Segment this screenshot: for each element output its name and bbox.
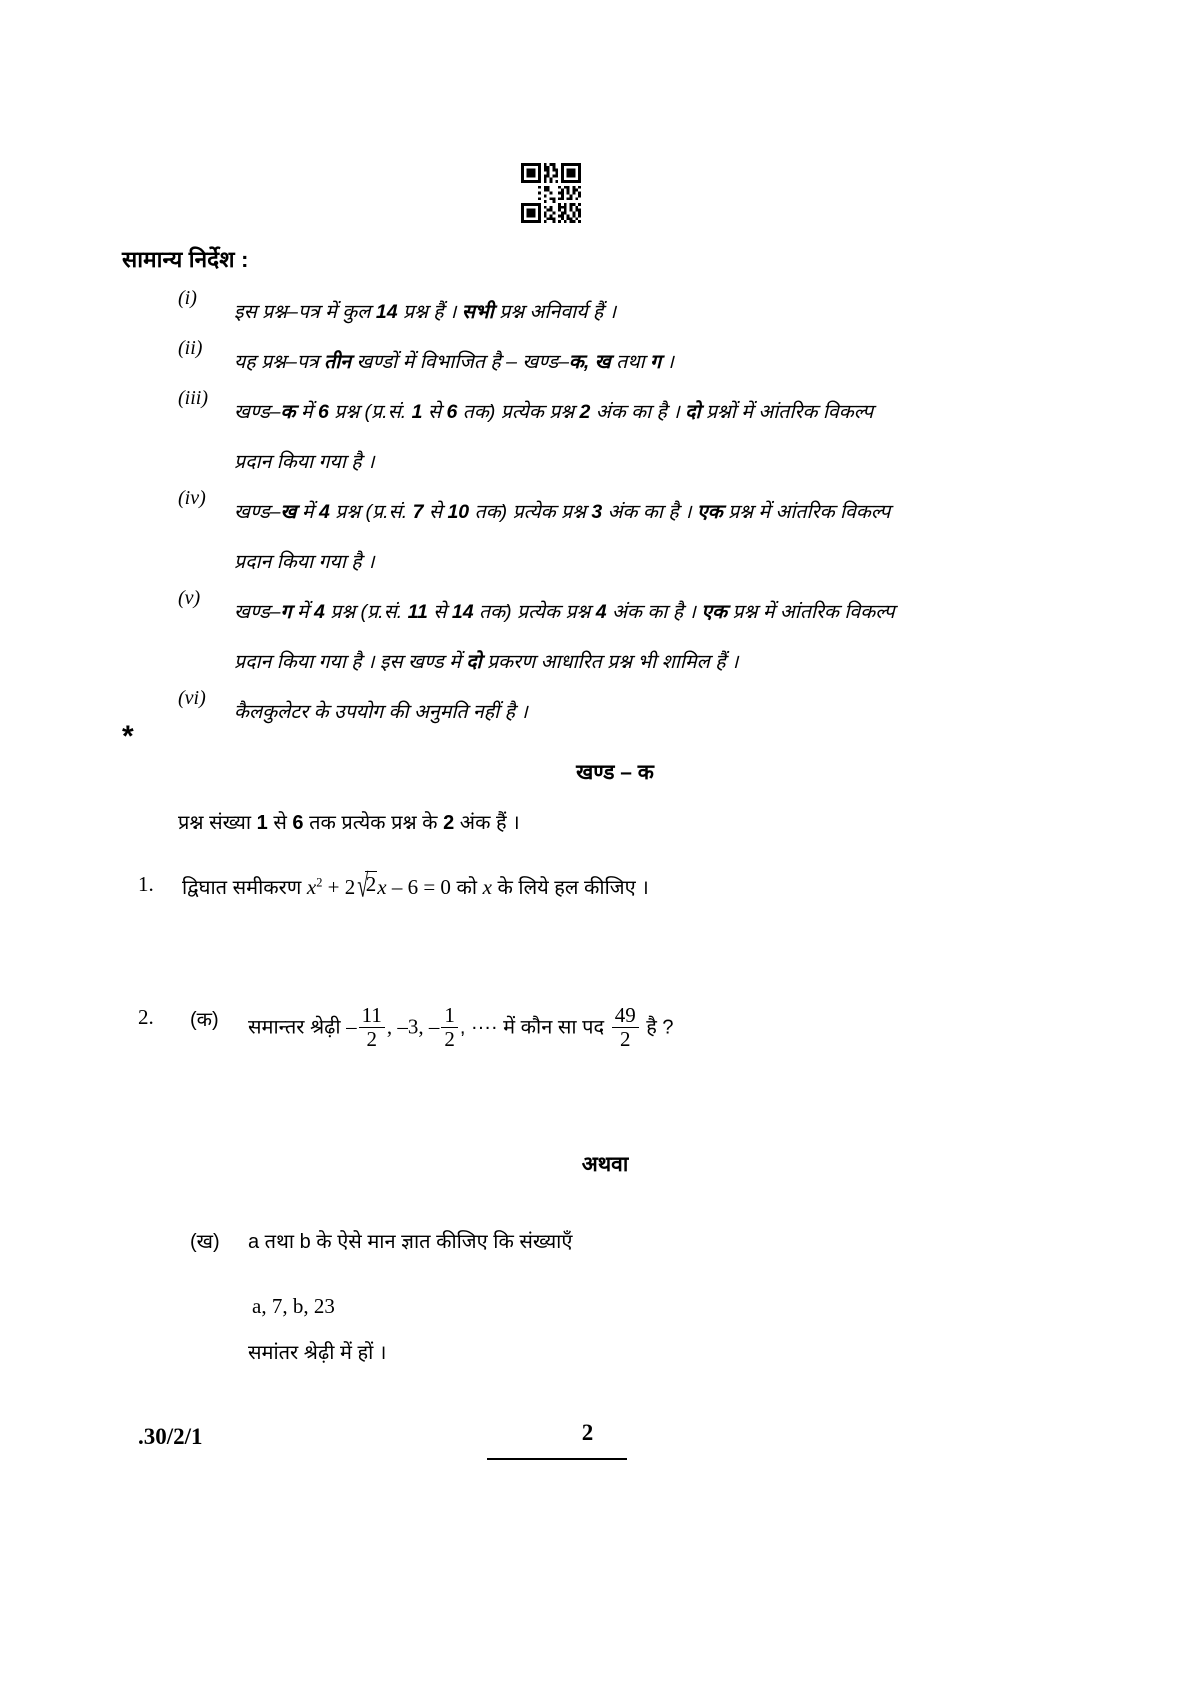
instruction-text: खण्ड–ग में 4 प्रश्न (प्र.सं. 11 से 14 तक) प्रत्येक प्रश्न 4 अंक का है । एक प्रश्न में आंतरिक विकल्प	[234, 601, 895, 623]
q1-mid: को	[450, 877, 483, 899]
instruction-text-cont: प्रदान किया गया है ।	[234, 451, 375, 473]
list-item	[178, 387, 1068, 487]
fraction-denominator: 2	[441, 1027, 458, 1051]
question-2a-label: (क)	[190, 1009, 219, 1031]
fraction-denominator: 2	[359, 1027, 385, 1051]
instruction-label: (iii)	[178, 387, 208, 409]
instruction-label: (v)	[178, 587, 201, 609]
question-2b-line-3: समांतर श्रेढ़ी में हों ।	[248, 1342, 387, 1364]
instruction-list	[178, 287, 1068, 737]
fraction-numerator: 11	[361, 1003, 382, 1027]
q2a-sep-2: , ···· में कौन सा पद	[459, 1016, 610, 1039]
list-item	[178, 287, 1068, 337]
instruction-label: (iv)	[178, 487, 206, 509]
question-2-number: 2.	[138, 1005, 154, 1029]
instruction-text-cont: प्रदान किया गया है ।	[234, 551, 375, 573]
note-mid: से	[267, 812, 293, 834]
q2a-suffix: है ?	[640, 1016, 674, 1039]
list-item	[178, 337, 1068, 387]
fraction-49-over-2	[612, 1004, 639, 1050]
instruction-text-cont: प्रदान किया गया है । इस खण्ड में दो प्रकरण आधारित प्रश्न भी शामिल हैं ।	[234, 651, 739, 673]
alternative-separator: अथवा	[581, 1153, 629, 1176]
qr-code	[521, 163, 581, 223]
q2a-sep-1: , –3,	[386, 1014, 429, 1039]
note-suffix: अंक हैं ।	[454, 812, 520, 834]
q2a-prefix: समान्तर श्रेढ़ी	[248, 1016, 347, 1039]
instruction-label: (vi)	[178, 687, 206, 709]
list-item	[178, 587, 1068, 687]
note-from: 1	[256, 812, 268, 834]
square-root-icon: √2	[357, 867, 377, 905]
instruction-text: कैलकुलेटर के उपयोग की अनुमति नहीं है ।	[234, 701, 528, 723]
instruction-text: यह प्रश्न–पत्र तीन खण्डों में विभाजित है – खण्ड–क, ख तथा ग ।	[234, 351, 674, 373]
fraction-numerator: 1	[444, 1003, 455, 1027]
instruction-text: खण्ड–क में 6 प्रश्न (प्र.सं. 1 से 6 तक) प्रत्येक प्रश्न 2 अंक का है । दो प्रश्नों में आंतरिक विकल्प	[234, 401, 874, 423]
q1-exponent: 2	[316, 875, 323, 890]
footnote-asterisk: *	[122, 720, 134, 753]
section-marks-note	[178, 808, 520, 835]
instruction-label: (i)	[178, 287, 197, 309]
list-item	[178, 687, 1068, 737]
section-title: खण्ड – क	[576, 761, 654, 784]
note-prefix: प्रश्न संख्या	[178, 812, 257, 834]
q2a-minus-1: –	[346, 1014, 357, 1039]
fraction-numerator: 49	[614, 1003, 636, 1027]
question-2b-sequence: a, 7, b, 23	[252, 1294, 335, 1318]
q1-var-after-radical: x	[377, 875, 387, 899]
paper-code: .30/2/1	[138, 1424, 203, 1449]
q1-remainder: – 6 = 0	[391, 875, 451, 899]
q1-solve-var: x	[482, 875, 492, 899]
question-1-number: 1.	[138, 872, 154, 896]
question-2b-label: (ख)	[190, 1231, 220, 1253]
footer-divider	[487, 1458, 627, 1460]
instruction-label: (ii)	[178, 337, 203, 359]
general-instructions-heading: सामान्य निर्देश :	[122, 247, 249, 272]
fraction-denominator: 2	[612, 1027, 639, 1051]
q1-radicand: 2	[365, 872, 377, 896]
note-mid2: तक प्रत्येक प्रश्न के	[303, 812, 444, 834]
question-2b-line-1: a तथा b के ऐसे मान ज्ञात कीजिए कि संख्याएँ	[248, 1231, 573, 1253]
note-to: 6	[292, 812, 304, 834]
instruction-text: इस प्रश्न–पत्र में कुल 14 प्रश्न हैं । सभी प्रश्न अनिवार्य हैं ।	[234, 301, 617, 323]
q1-suffix: के लिये हल कीजिए ।	[491, 877, 649, 899]
page-number: 2	[581, 1420, 594, 1445]
q1-var-x: x	[306, 875, 317, 899]
list-item	[178, 487, 1068, 587]
q2a-minus-2: –	[428, 1014, 440, 1039]
fraction-11-over-2	[359, 1004, 385, 1050]
q1-prefix: द्विघात समीकरण	[182, 877, 307, 899]
question-1-text	[182, 867, 649, 905]
q1-plus: +	[327, 875, 340, 899]
q1-coefficient: 2	[344, 875, 356, 899]
note-marks: 2	[443, 812, 455, 834]
question-2a-text	[248, 1005, 674, 1051]
instruction-text: खण्ड–ख में 4 प्रश्न (प्र.सं. 7 से 10 तक) प्रत्येक प्रश्न 3 अंक का है । एक प्रश्न में आंतरिक विकल्प	[234, 501, 891, 523]
fraction-1-over-2	[441, 1004, 458, 1050]
